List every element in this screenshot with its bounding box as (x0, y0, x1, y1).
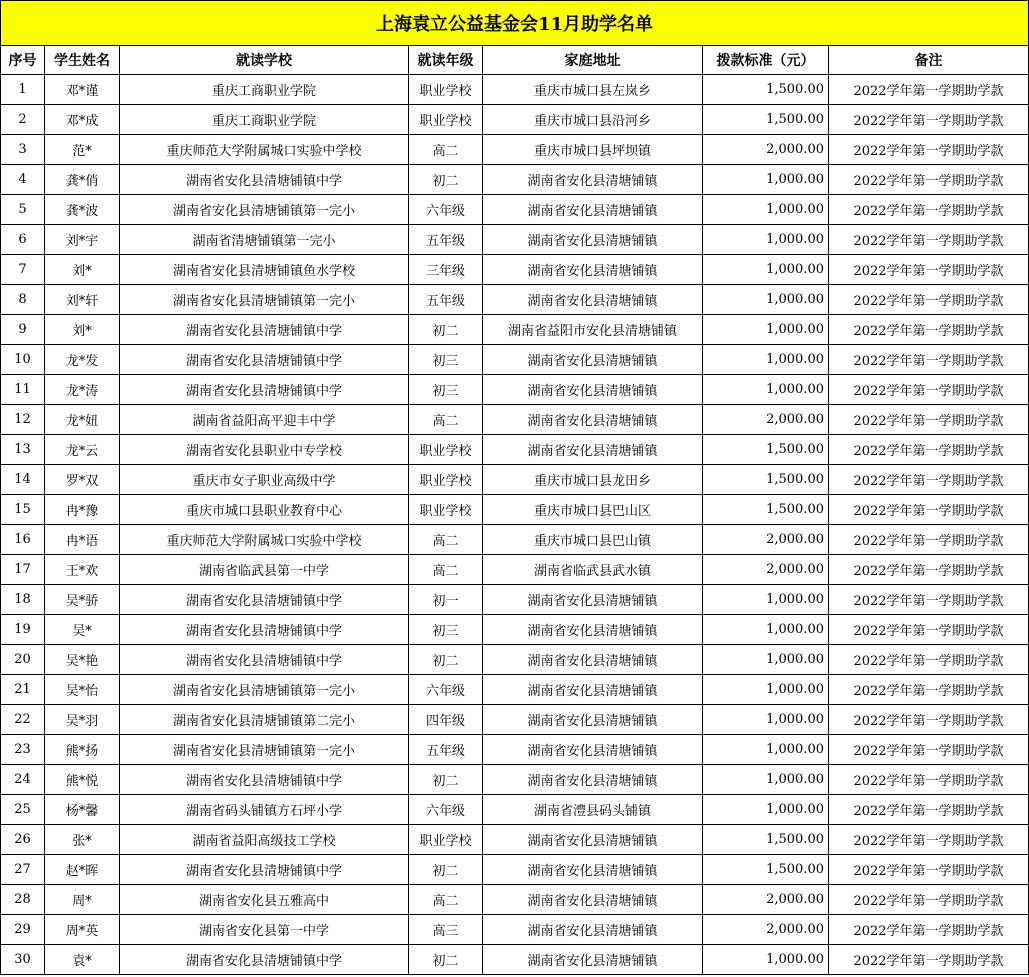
cell-student-name[interactable]: 龚*波 (45, 195, 120, 225)
cell-student-name[interactable]: 吴*羽 (45, 705, 120, 735)
cell-index[interactable]: 28 (1, 885, 45, 915)
cell-remark[interactable]: 2022学年第一学期助学款 (829, 915, 1029, 945)
cell-address[interactable]: 湖南省安化县清塘铺镇 (483, 615, 703, 645)
cell-remark[interactable]: 2022学年第一学期助学款 (829, 555, 1029, 585)
cell-address[interactable]: 湖南省安化县清塘铺镇 (483, 255, 703, 285)
cell-school[interactable]: 重庆师范大学附属城口实验中学校 (120, 135, 409, 165)
cell-amount[interactable]: 2,000.00 (703, 135, 829, 165)
cell-student-name[interactable]: 龙*涛 (45, 375, 120, 405)
cell-student-name[interactable]: 赵*晖 (45, 855, 120, 885)
header-cell-name[interactable]: 学生姓名 (45, 46, 120, 75)
table-row (1, 585, 1029, 615)
cell-school[interactable]: 湖南省安化县清塘铺镇中学 (120, 855, 409, 885)
cell-student-name[interactable]: 冉*豫 (45, 495, 120, 525)
cell-address[interactable]: 湖南省安化县清塘铺镇 (483, 945, 703, 975)
cell-school[interactable]: 湖南省益阳高平迎丰中学 (120, 405, 409, 435)
cell-grade[interactable]: 初二 (409, 645, 483, 675)
cell-index[interactable]: 8 (1, 285, 45, 315)
cell-student-name[interactable]: 熊*悦 (45, 765, 120, 795)
cell-student-name[interactable]: 杨*馨 (45, 795, 120, 825)
cell-remark[interactable]: 2022学年第一学期助学款 (829, 645, 1029, 675)
cell-index[interactable]: 5 (1, 195, 45, 225)
table-row (1, 405, 1029, 435)
cell-grade[interactable]: 四年级 (409, 705, 483, 735)
cell-school[interactable]: 湖南省安化县清塘铺镇中学 (120, 345, 409, 375)
cell-student-name[interactable]: 冉*语 (45, 525, 120, 555)
cell-grade[interactable]: 职业学校 (409, 465, 483, 495)
cell-address[interactable]: 湖南省安化县清塘铺镇 (483, 195, 703, 225)
cell-address[interactable]: 重庆市城口县沿河乡 (483, 105, 703, 135)
cell-index[interactable]: 12 (1, 405, 45, 435)
cell-index[interactable]: 19 (1, 615, 45, 645)
cell-amount[interactable]: 1,000.00 (703, 315, 829, 345)
table-row (1, 795, 1029, 825)
cell-address[interactable]: 湖南省安化县清塘铺镇 (483, 225, 703, 255)
table-row (1, 555, 1029, 585)
cell-address[interactable]: 湖南省安化县清塘铺镇 (483, 285, 703, 315)
cell-grade[interactable]: 职业学校 (409, 825, 483, 855)
cell-grade[interactable]: 初三 (409, 375, 483, 405)
table-title[interactable]: 上海袁立公益基金会11月助学名单 (1, 1, 1029, 46)
cell-amount[interactable]: 1,500.00 (703, 495, 829, 525)
cell-amount[interactable]: 1,000.00 (703, 345, 829, 375)
header-cell-school[interactable]: 就读学校 (120, 46, 409, 75)
header-cell-remark[interactable]: 备注 (829, 46, 1029, 75)
cell-remark[interactable]: 2022学年第一学期助学款 (829, 75, 1029, 105)
cell-amount[interactable]: 1,000.00 (703, 255, 829, 285)
cell-grade[interactable]: 职业学校 (409, 435, 483, 465)
cell-index[interactable]: 11 (1, 375, 45, 405)
cell-remark[interactable]: 2022学年第一学期助学款 (829, 165, 1029, 195)
cell-amount[interactable]: 1,000.00 (703, 705, 829, 735)
table-row (1, 195, 1029, 225)
cell-student-name[interactable]: 周* (45, 885, 120, 915)
cell-amount[interactable]: 1,000.00 (703, 945, 829, 975)
cell-amount[interactable]: 1,000.00 (703, 225, 829, 255)
cell-amount[interactable]: 1,000.00 (703, 585, 829, 615)
cell-student-name[interactable]: 熊*扬 (45, 735, 120, 765)
cell-amount[interactable]: 1,500.00 (703, 465, 829, 495)
cell-index[interactable]: 18 (1, 585, 45, 615)
cell-grade[interactable]: 初二 (409, 855, 483, 885)
cell-grade[interactable]: 初二 (409, 315, 483, 345)
cell-index[interactable]: 21 (1, 675, 45, 705)
cell-school[interactable]: 湖南省安化县清塘铺镇中学 (120, 165, 409, 195)
table-row (1, 435, 1029, 465)
header-cell-grade[interactable]: 就读年级 (409, 46, 483, 75)
cell-index[interactable]: 13 (1, 435, 45, 465)
cell-amount[interactable]: 2,000.00 (703, 525, 829, 555)
cell-remark[interactable]: 2022学年第一学期助学款 (829, 825, 1029, 855)
cell-student-name[interactable]: 吴*艳 (45, 645, 120, 675)
cell-address[interactable]: 湖南省安化县清塘铺镇 (483, 345, 703, 375)
cell-amount[interactable]: 1,500.00 (703, 105, 829, 135)
table-row (1, 345, 1029, 375)
cell-index[interactable]: 24 (1, 765, 45, 795)
cell-student-name[interactable]: 袁* (45, 945, 120, 975)
cell-remark[interactable]: 2022学年第一学期助学款 (829, 525, 1029, 555)
cell-grade[interactable]: 初三 (409, 345, 483, 375)
cell-school[interactable]: 湖南省安化县清塘铺镇中学 (120, 615, 409, 645)
cell-school[interactable]: 湖南省安化县清塘铺镇中学 (120, 645, 409, 675)
cell-student-name[interactable]: 罗*双 (45, 465, 120, 495)
table-row (1, 105, 1029, 135)
cell-student-name[interactable]: 刘* (45, 255, 120, 285)
cell-school[interactable]: 湖南省安化县清塘铺镇第一完小 (120, 675, 409, 705)
cell-remark[interactable]: 2022学年第一学期助学款 (829, 705, 1029, 735)
cell-remark[interactable]: 2022学年第一学期助学款 (829, 255, 1029, 285)
cell-student-name[interactable]: 龙*妞 (45, 405, 120, 435)
cell-student-name[interactable]: 刘*轩 (45, 285, 120, 315)
cell-grade[interactable]: 初二 (409, 765, 483, 795)
cell-school[interactable]: 湖南省安化县清塘铺镇中学 (120, 315, 409, 345)
cell-index[interactable]: 2 (1, 105, 45, 135)
cell-address[interactable]: 湖南省安化县清塘铺镇 (483, 435, 703, 465)
cell-grade[interactable]: 初一 (409, 585, 483, 615)
header-cell-address[interactable]: 家庭地址 (483, 46, 703, 75)
cell-grade[interactable]: 五年级 (409, 735, 483, 765)
cell-address[interactable]: 湖南省安化县清塘铺镇 (483, 165, 703, 195)
cell-index[interactable]: 9 (1, 315, 45, 345)
cell-school[interactable]: 重庆师范大学附属城口实验中学校 (120, 525, 409, 555)
cell-index[interactable]: 26 (1, 825, 45, 855)
cell-remark[interactable]: 2022学年第一学期助学款 (829, 735, 1029, 765)
cell-index[interactable]: 10 (1, 345, 45, 375)
cell-school[interactable]: 湖南省安化县五雅高中 (120, 885, 409, 915)
table-row (1, 675, 1029, 705)
cell-remark[interactable]: 2022学年第一学期助学款 (829, 225, 1029, 255)
cell-school[interactable]: 重庆工商职业学院 (120, 75, 409, 105)
cell-index[interactable]: 4 (1, 165, 45, 195)
cell-grade[interactable]: 六年级 (409, 195, 483, 225)
cell-index[interactable]: 25 (1, 795, 45, 825)
cell-grade[interactable]: 初二 (409, 945, 483, 975)
cell-index[interactable]: 7 (1, 255, 45, 285)
title-row (1, 1, 1029, 46)
cell-grade[interactable]: 三年级 (409, 255, 483, 285)
cell-remark[interactable]: 2022学年第一学期助学款 (829, 945, 1029, 975)
cell-index[interactable]: 30 (1, 945, 45, 975)
table-row (1, 525, 1029, 555)
cell-school[interactable]: 湖南省安化县清塘铺镇第二完小 (120, 705, 409, 735)
cell-address[interactable]: 湖南省安化县清塘铺镇 (483, 645, 703, 675)
cell-remark[interactable]: 2022学年第一学期助学款 (829, 375, 1029, 405)
cell-student-name[interactable]: 吴*怡 (45, 675, 120, 705)
cell-index[interactable]: 16 (1, 525, 45, 555)
table-row (1, 765, 1029, 795)
cell-index[interactable]: 17 (1, 555, 45, 585)
cell-amount[interactable]: 1,000.00 (703, 195, 829, 225)
cell-grade[interactable]: 五年级 (409, 225, 483, 255)
cell-address[interactable]: 重庆市城口县坪坝镇 (483, 135, 703, 165)
cell-school[interactable]: 湖南省安化县清塘铺镇中学 (120, 585, 409, 615)
cell-student-name[interactable]: 龚*俏 (45, 165, 120, 195)
cell-address[interactable]: 湖南省澧县码头铺镇 (483, 795, 703, 825)
cell-school[interactable]: 湖南省清塘铺镇第一完小 (120, 225, 409, 255)
cell-remark[interactable]: 2022学年第一学期助学款 (829, 795, 1029, 825)
cell-student-name[interactable]: 周*英 (45, 915, 120, 945)
cell-amount[interactable]: 1,000.00 (703, 375, 829, 405)
cell-address[interactable]: 重庆市城口县龙田乡 (483, 465, 703, 495)
table-row (1, 135, 1029, 165)
cell-amount[interactable]: 1,000.00 (703, 645, 829, 675)
cell-remark[interactable]: 2022学年第一学期助学款 (829, 765, 1029, 795)
cell-index[interactable]: 23 (1, 735, 45, 765)
cell-grade[interactable]: 高二 (409, 555, 483, 585)
cell-index[interactable]: 15 (1, 495, 45, 525)
cell-amount[interactable]: 1,500.00 (703, 75, 829, 105)
cell-address[interactable]: 重庆市城口县巴山镇 (483, 525, 703, 555)
cell-school[interactable]: 湖南省安化县第一中学 (120, 915, 409, 945)
cell-grade[interactable]: 职业学校 (409, 75, 483, 105)
cell-address[interactable]: 湖南省益阳市安化县清塘铺镇 (483, 315, 703, 345)
cell-grade[interactable]: 初三 (409, 615, 483, 645)
cell-amount[interactable]: 2,000.00 (703, 915, 829, 945)
cell-address[interactable]: 湖南省安化县清塘铺镇 (483, 825, 703, 855)
cell-remark[interactable]: 2022学年第一学期助学款 (829, 345, 1029, 375)
cell-grade[interactable]: 高二 (409, 885, 483, 915)
cell-address[interactable]: 湖南省安化县清塘铺镇 (483, 885, 703, 915)
table-row (1, 255, 1029, 285)
table-row (1, 945, 1029, 975)
cell-student-name[interactable]: 王*欢 (45, 555, 120, 585)
cell-student-name[interactable]: 龙*发 (45, 345, 120, 375)
table-row (1, 885, 1029, 915)
cell-address[interactable]: 湖南省安化县清塘铺镇 (483, 405, 703, 435)
cell-address[interactable]: 湖南省安化县清塘铺镇 (483, 675, 703, 705)
cell-address[interactable]: 湖南省安化县清塘铺镇 (483, 705, 703, 735)
cell-student-name[interactable]: 龙*云 (45, 435, 120, 465)
cell-address[interactable]: 湖南省安化县清塘铺镇 (483, 915, 703, 945)
cell-student-name[interactable]: 邓*谨 (45, 75, 120, 105)
cell-amount[interactable]: 1,000.00 (703, 615, 829, 645)
cell-student-name[interactable]: 吴*骄 (45, 585, 120, 615)
cell-index[interactable]: 14 (1, 465, 45, 495)
cell-index[interactable]: 29 (1, 915, 45, 945)
table-row (1, 375, 1029, 405)
cell-index[interactable]: 22 (1, 705, 45, 735)
cell-student-name[interactable]: 范* (45, 135, 120, 165)
cell-school[interactable]: 湖南省益阳高级技工学校 (120, 825, 409, 855)
cell-remark[interactable]: 2022学年第一学期助学款 (829, 285, 1029, 315)
cell-index[interactable]: 1 (1, 75, 45, 105)
cell-remark[interactable]: 2022学年第一学期助学款 (829, 855, 1029, 885)
cell-address[interactable]: 湖南省安化县清塘铺镇 (483, 585, 703, 615)
header-cell-index[interactable]: 序号 (1, 46, 45, 75)
cell-remark[interactable]: 2022学年第一学期助学款 (829, 315, 1029, 345)
cell-index[interactable]: 27 (1, 855, 45, 885)
cell-school[interactable]: 湖南省安化县清塘铺镇第一完小 (120, 285, 409, 315)
cell-amount[interactable]: 1,000.00 (703, 735, 829, 765)
cell-remark[interactable]: 2022学年第一学期助学款 (829, 675, 1029, 705)
table-row (1, 615, 1029, 645)
cell-address[interactable]: 重庆市城口县巴山区 (483, 495, 703, 525)
cell-grade[interactable]: 高二 (409, 405, 483, 435)
cell-address[interactable]: 湖南省临武县武水镇 (483, 555, 703, 585)
cell-remark[interactable]: 2022学年第一学期助学款 (829, 585, 1029, 615)
table-row (1, 465, 1029, 495)
cell-school[interactable]: 湖南省安化县清塘铺镇鱼水学校 (120, 255, 409, 285)
cell-remark[interactable]: 2022学年第一学期助学款 (829, 105, 1029, 135)
cell-address[interactable]: 重庆市城口县左岚乡 (483, 75, 703, 105)
table-row (1, 495, 1029, 525)
cell-student-name[interactable]: 邓*成 (45, 105, 120, 135)
cell-grade[interactable]: 高三 (409, 915, 483, 945)
cell-school[interactable]: 重庆工商职业学院 (120, 105, 409, 135)
cell-school[interactable]: 湖南省安化县清塘铺镇第一完小 (120, 195, 409, 225)
cell-address[interactable]: 湖南省安化县清塘铺镇 (483, 855, 703, 885)
cell-student-name[interactable]: 刘*宇 (45, 225, 120, 255)
table-row (1, 225, 1029, 255)
cell-index[interactable]: 20 (1, 645, 45, 675)
cell-school[interactable]: 湖南省码头铺镇方石坪小学 (120, 795, 409, 825)
cell-school[interactable]: 湖南省安化县清塘铺镇中学 (120, 765, 409, 795)
cell-amount[interactable]: 1,000.00 (703, 795, 829, 825)
cell-school[interactable]: 湖南省临武县第一中学 (120, 555, 409, 585)
cell-remark[interactable]: 2022学年第一学期助学款 (829, 885, 1029, 915)
cell-remark[interactable]: 2022学年第一学期助学款 (829, 615, 1029, 645)
cell-grade[interactable]: 六年级 (409, 675, 483, 705)
cell-school[interactable]: 重庆市城口县职业教育中心 (120, 495, 409, 525)
cell-grade[interactable]: 职业学校 (409, 105, 483, 135)
cell-amount[interactable]: 2,000.00 (703, 885, 829, 915)
cell-address[interactable]: 湖南省安化县清塘铺镇 (483, 765, 703, 795)
cell-school[interactable]: 湖南省安化县清塘铺镇中学 (120, 375, 409, 405)
table-row (1, 165, 1029, 195)
cell-grade[interactable]: 五年级 (409, 285, 483, 315)
table-row (1, 915, 1029, 945)
cell-school[interactable]: 湖南省安化县清塘铺镇中学 (120, 945, 409, 975)
cell-address[interactable]: 湖南省安化县清塘铺镇 (483, 375, 703, 405)
cell-index[interactable]: 6 (1, 225, 45, 255)
header-cell-amount[interactable]: 拨款标准（元） (703, 46, 829, 75)
cell-amount[interactable]: 1,500.00 (703, 825, 829, 855)
cell-amount[interactable]: 2,000.00 (703, 555, 829, 585)
table-row (1, 735, 1029, 765)
cell-remark[interactable]: 2022学年第一学期助学款 (829, 465, 1029, 495)
cell-remark[interactable]: 2022学年第一学期助学款 (829, 495, 1029, 525)
cell-student-name[interactable]: 张* (45, 825, 120, 855)
cell-school[interactable]: 重庆市女子职业高级中学 (120, 465, 409, 495)
cell-student-name[interactable]: 刘* (45, 315, 120, 345)
cell-amount[interactable]: 1,000.00 (703, 765, 829, 795)
cell-remark[interactable]: 2022学年第一学期助学款 (829, 195, 1029, 225)
cell-remark[interactable]: 2022学年第一学期助学款 (829, 405, 1029, 435)
cell-grade[interactable]: 六年级 (409, 795, 483, 825)
table-row (1, 75, 1029, 105)
header-row (1, 46, 1029, 75)
cell-index[interactable]: 3 (1, 135, 45, 165)
cell-remark[interactable]: 2022学年第一学期助学款 (829, 135, 1029, 165)
cell-student-name[interactable]: 吴* (45, 615, 120, 645)
cell-remark[interactable]: 2022学年第一学期助学款 (829, 435, 1029, 465)
table-row (1, 825, 1029, 855)
cell-school[interactable]: 湖南省安化县清塘铺镇第一完小 (120, 735, 409, 765)
cell-amount[interactable]: 1,000.00 (703, 675, 829, 705)
cell-grade[interactable]: 职业学校 (409, 495, 483, 525)
table-row (1, 315, 1029, 345)
cell-amount[interactable]: 1,000.00 (703, 285, 829, 315)
table-row (1, 285, 1029, 315)
cell-amount[interactable]: 1,500.00 (703, 435, 829, 465)
cell-amount[interactable]: 1,500.00 (703, 855, 829, 885)
cell-school[interactable]: 湖南省安化县职业中专学校 (120, 435, 409, 465)
table-row (1, 855, 1029, 885)
cell-grade[interactable]: 高二 (409, 135, 483, 165)
cell-amount[interactable]: 1,000.00 (703, 165, 829, 195)
cell-grade[interactable]: 高二 (409, 525, 483, 555)
cell-amount[interactable]: 2,000.00 (703, 405, 829, 435)
cell-grade[interactable]: 初二 (409, 165, 483, 195)
table-row (1, 645, 1029, 675)
table-row (1, 705, 1029, 735)
cell-address[interactable]: 湖南省安化县清塘铺镇 (483, 735, 703, 765)
